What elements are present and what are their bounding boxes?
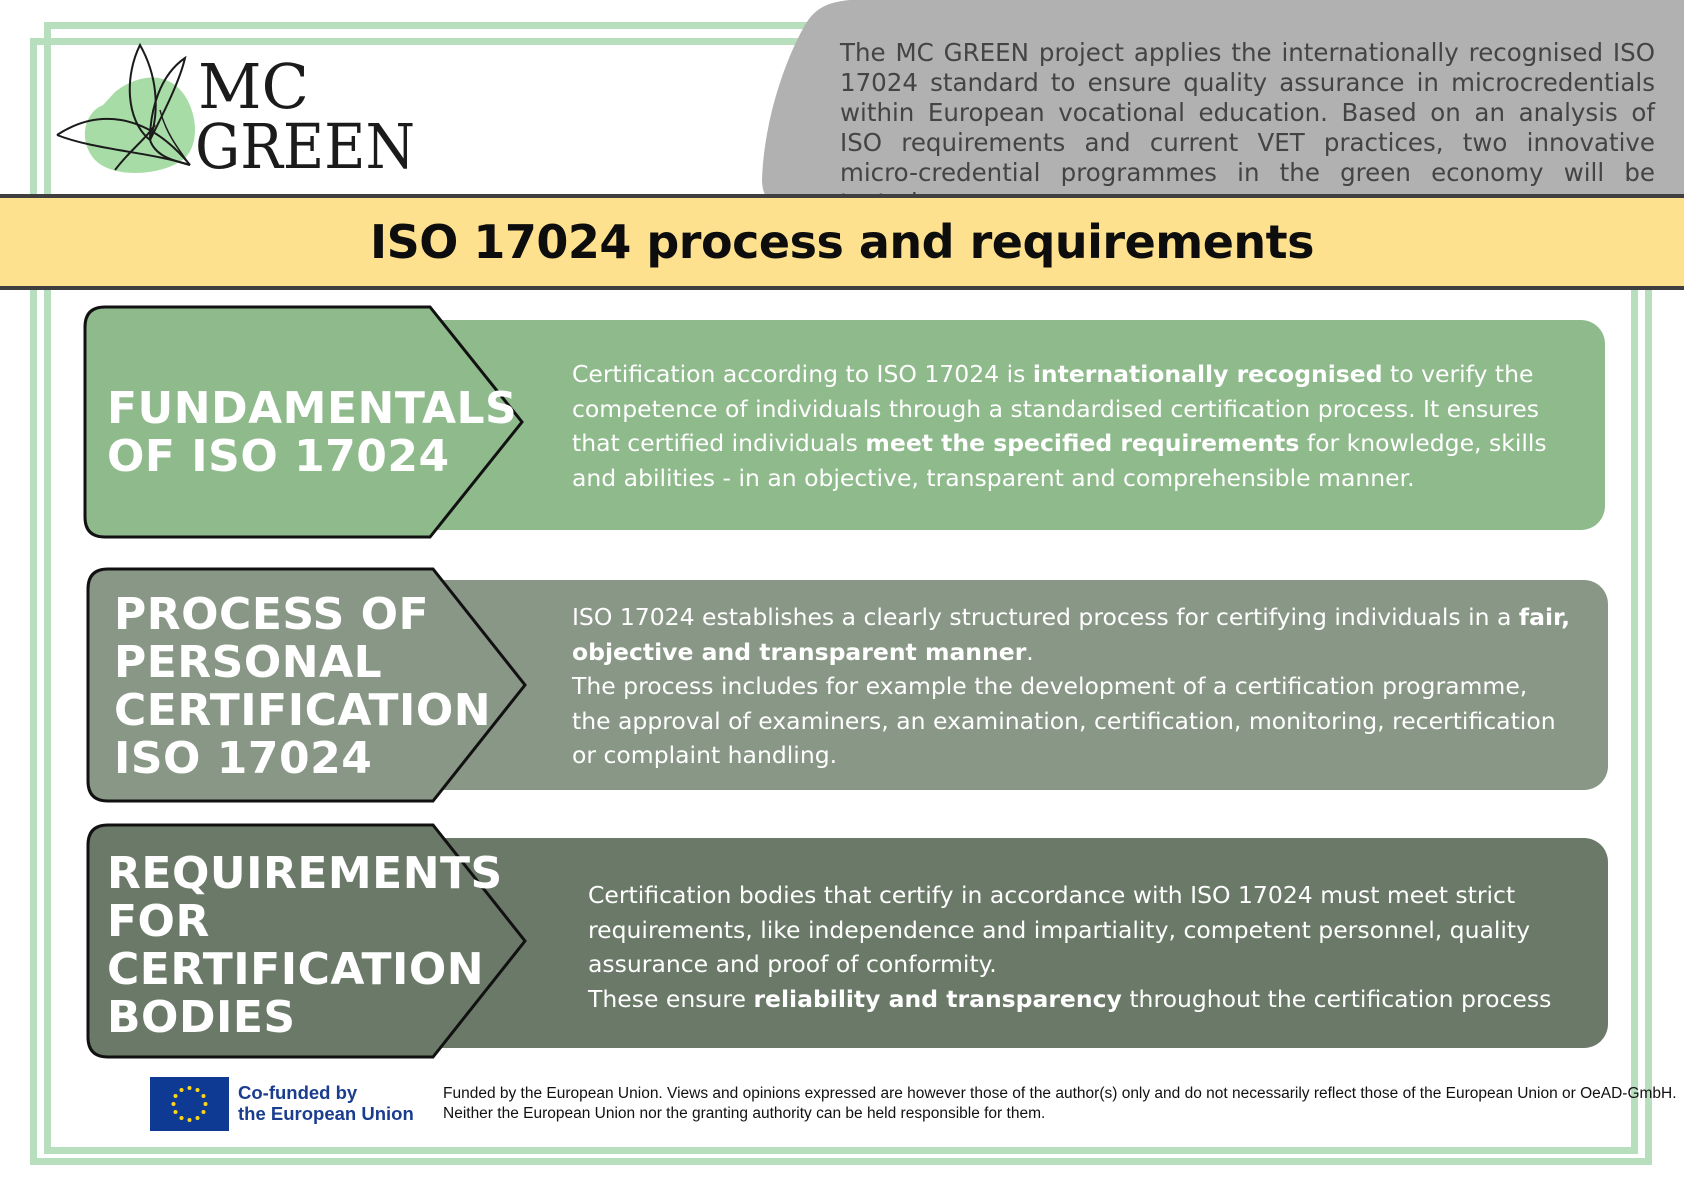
section-title — [107, 385, 517, 481]
section-title-line: ISO 17024 — [114, 733, 373, 784]
section-title-line: FOR — [107, 896, 210, 947]
eu-label-line: Co-funded by — [238, 1082, 358, 1103]
bold-text: reliability and transparency — [753, 984, 1122, 1013]
text-run: Certification according to ISO 17024 is — [572, 360, 1033, 388]
section-paragraph — [588, 982, 1588, 1017]
section-body — [588, 878, 1588, 1016]
bold-text: meet the specified requirements — [865, 429, 1300, 457]
eu-flag-icon — [150, 1077, 229, 1131]
text-run: for knowledge, skills and abilities - in an objective, transparent and comprehensible manner. — [572, 429, 1547, 492]
text-run: ISO 17024 establishes a clearly structured process for certifying individuals in a — [572, 603, 1519, 631]
section-title-line: REQUIREMENTS — [107, 848, 503, 899]
section-paragraph — [572, 669, 1572, 773]
section-paragraph — [572, 600, 1572, 669]
intro-text: The MC GREEN project applies the internationally recognised ISO 17024 standard to ensure quality assurance in microcredentials within European vocational education. Based on an analysis of ISO requirements and current VET practices, two innovative micro-credential programmes in the green economy will be — [840, 38, 1655, 187]
eu-label-line: the European Union — [238, 1103, 414, 1124]
section-title-line: PROCESS OF — [114, 589, 430, 640]
section-process — [0, 567, 1684, 807]
logo-text-green: GREEN — [195, 110, 415, 183]
section-title-line: FUNDAMENTALS — [107, 383, 518, 434]
text-run: . — [1026, 637, 1034, 666]
section-paragraph — [572, 357, 1572, 495]
section-title-line: CERTIFICATION — [107, 944, 485, 995]
section-title-line: OF ISO 17024 — [107, 431, 450, 482]
text-run: These ensure — [588, 984, 754, 1013]
bold-text: fair, objective and transparent manner — [572, 603, 1571, 666]
section-requirements — [0, 823, 1684, 1063]
mc-green-logo — [55, 40, 455, 185]
section-title-line: BODIES — [107, 992, 296, 1043]
text-run: throughout the certification process — [1121, 984, 1552, 1013]
text-run: to verify the competence of individuals through a standardised certification process. It ensures that certified individuals — [572, 360, 1539, 457]
section-body — [572, 357, 1572, 495]
section-title-line: PERSONAL — [114, 637, 383, 688]
title-banner — [0, 194, 1684, 290]
page-title: ISO 17024 process and requirements — [369, 215, 1315, 269]
section-body — [572, 600, 1572, 773]
logo-text-mc: MC — [198, 50, 309, 123]
section-title — [107, 850, 503, 1042]
section-title-line: CERTIFICATION — [114, 685, 492, 736]
section-paragraph — [588, 878, 1588, 982]
funding-disclaimer: Funded by the European Union. Views and opinions expressed are however those of the author(s) only and do not necessarily reflect those of the European Union or OeAD-GmbH. Neither the European Union nor the granting authority can be held responsible for them. — [443, 1085, 1677, 1122]
footer — [150, 1077, 1677, 1133]
bold-text: internationally recognised — [1032, 360, 1383, 388]
leaf-logo-icon — [55, 40, 455, 185]
eu-cofunded-label — [238, 1082, 414, 1124]
text-run: Certification bodies that certify in accordance with ISO 17024 must meet strict requirements, like independence and impartiality, competent personnel, quality assurance and proof of conformity. — [588, 881, 1531, 978]
section-title — [114, 591, 491, 783]
text-run: The process includes for example the development of a certification programme, the approval of examiners, an examination, certification, monitoring, recertification or complaint handling. — [572, 672, 1556, 769]
section-fundamentals — [0, 305, 1684, 545]
